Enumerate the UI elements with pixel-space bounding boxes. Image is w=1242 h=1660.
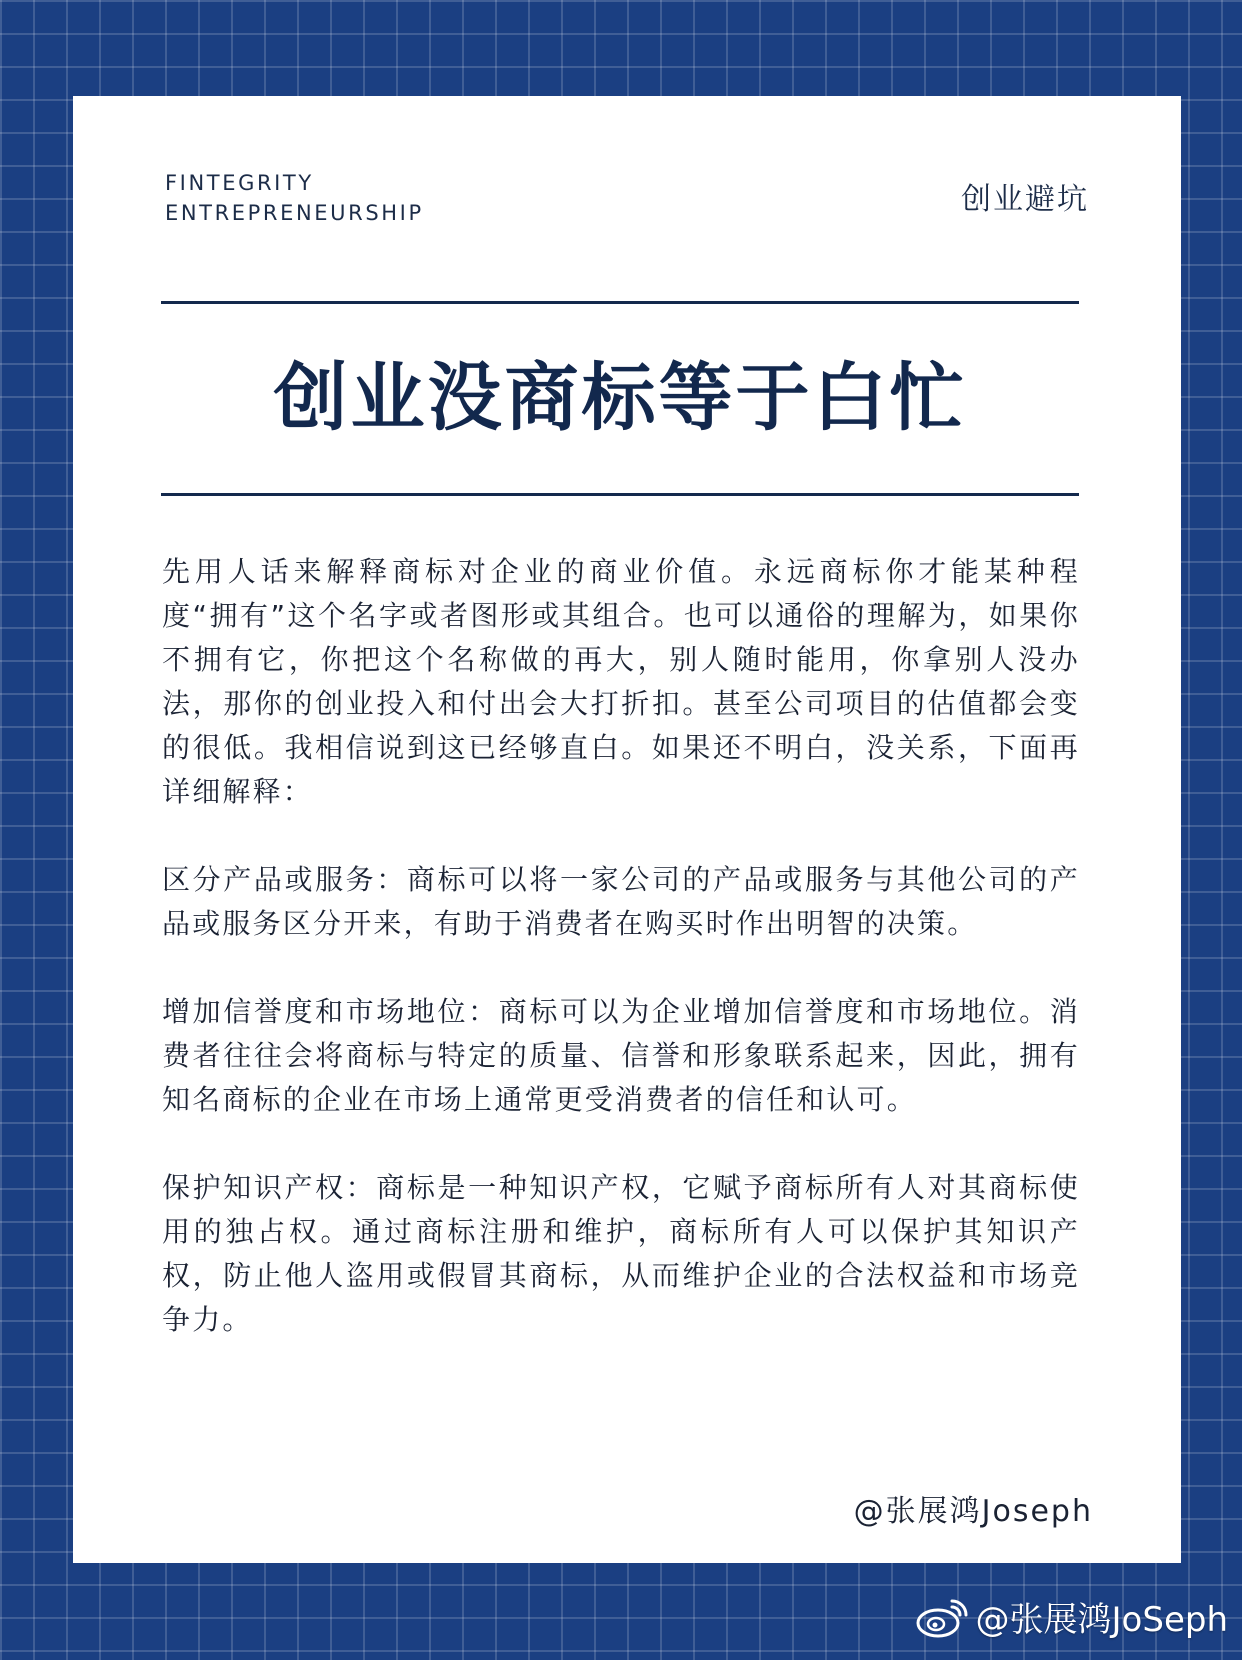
brand-line-1: FINTEGRITY: [165, 171, 314, 195]
title-bottom-divider: [161, 493, 1079, 496]
paragraph-ip-protection: 保护知识产权：商标是一种知识产权，它赋予商标所有人对其商标使用的独占权。通过商标注册和维护，商标所有人可以保护其知识产权，防止他人盗用或假冒其商标，从而维护企业的合法权益和市场竞争力。: [162, 1171, 1080, 1336]
category-tag: 创业避坑: [961, 182, 1089, 217]
title-top-divider: [161, 301, 1079, 304]
brand-name: [165, 168, 424, 228]
paragraph-reputation: 增加信誉度和市场地位：商标可以为企业增加信誉度和市场地位。消费者往往会将商标与特定的质量、信誉和形象联系起来，因此，拥有知名商标的企业在市场上通常更受消费者的信任和认可。: [162, 995, 1080, 1116]
paragraph-distinguish: 区分产品或服务：商标可以将一家公司的产品或服务与其他公司的产品或服务区分开来，有助于消费者在购买时作出明智的决策。: [162, 863, 1080, 940]
author-signature: @张展鸿Joseph: [853, 1494, 1093, 1529]
poster-card: [73, 96, 1181, 1563]
brand-line-2: ENTREPRENEURSHIP: [165, 201, 424, 225]
poster-title: 创业没商标等于白忙: [273, 355, 967, 441]
weibo-icon: [916, 1595, 970, 1639]
watermark-text: @张展鸿JoSeph: [975, 1600, 1228, 1640]
article-body: [162, 550, 1080, 1386]
weibo-watermark: [916, 1592, 1228, 1641]
paragraph-intro: 先用人话来解释商标对企业的商业价值。永远商标你才能某种程度“拥有”这个名字或者图形或其组合。也可以通俗的理解为，如果你不拥有它，你把这个名称做的再大，别人随时能用，你拿别人没办法，那你的创业投入和付出会大打折扣。甚至公司项目的估值都会变的很低。我相信说到这已经够直白。如果还不明白，没关系，下面再详细解释：: [162, 555, 1080, 808]
